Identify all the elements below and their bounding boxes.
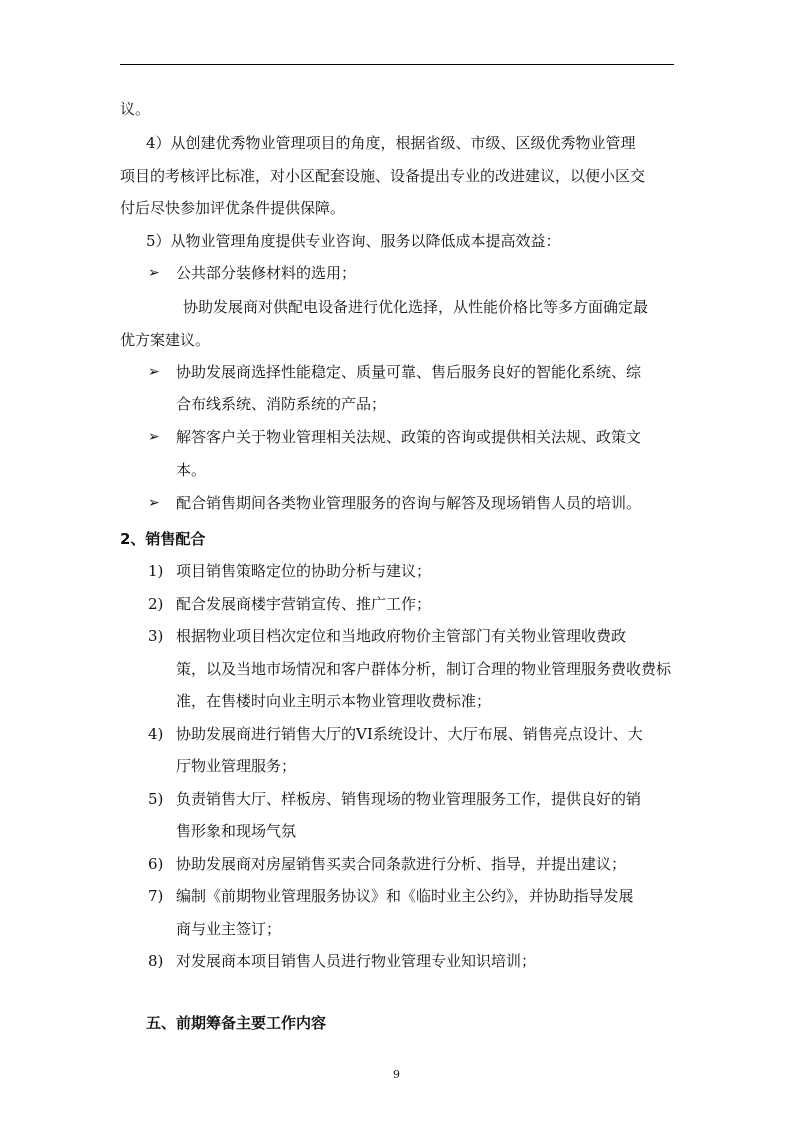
bullet-4: 配合销售期间各类物业管理服务的咨询与解答及现场销售人员的培训。 (176, 494, 642, 512)
item-4-line-1: 4）从创建优秀物业管理项目的角度，根据省级、市级、区级优秀物业管理 (146, 134, 636, 152)
sales-item-number: 8) (148, 952, 164, 970)
sales-heading: 2、销售配合 (120, 530, 206, 548)
bullet-arrow-icon: ➢ (148, 429, 160, 445)
sales-item-5-line-1: 负责销售大厅、样板房、销售现场的物业管理服务工作，提供良好的销 (176, 790, 642, 808)
bullet-arrow-icon: ➢ (148, 364, 160, 380)
sales-item-3-line-3: 准，在售楼时向业主明示本物业管理收费标准； (176, 692, 492, 710)
bullet-1: 公共部分装修材料的选用； (176, 264, 357, 282)
item-4-line-2: 项目的考核评比标准，对小区配套设施、设备提出专业的改进建议，以便小区交 (120, 167, 646, 185)
section-5-heading: 五、前期筹备主要工作内容 (146, 1014, 327, 1032)
sales-item-8-line-1: 对发展商本项目销售人员进行物业管理专业知识培训； (176, 952, 537, 970)
sales-item-6-line-1: 协助发展商对房屋销售买卖合同条款进行分析、指导，并提出建议； (176, 855, 627, 873)
sales-item-number: 5) (148, 790, 164, 808)
sales-item-number: 6) (148, 855, 164, 873)
sales-item-4-line-1: 协助发展商进行销售大厅的VI系统设计、大厅布展、销售亮点设计、大 (176, 725, 643, 743)
sales-item-3-line-1: 根据物业项目档次定位和当地政府物价主管部门有关物业管理收费政 (176, 627, 627, 645)
sales-item-4-line-2: 厅物业管理服务； (176, 757, 297, 775)
bullet-arrow-icon: ➢ (148, 495, 160, 511)
bullet-2-line-1: 协助发展商选择性能稳定、质量可靠、售后服务良好的智能化系统、综 (176, 363, 642, 381)
bullet-arrow-icon: ➢ (148, 265, 160, 281)
sales-item-2-line-1: 配合发展商楼宇营销宣传、推广工作； (176, 595, 432, 613)
bullet-3-line-1: 解答客户关于物业管理相关法规、政策的咨询或提供相关法规、政策文 (176, 428, 642, 446)
sales-item-number: 3) (148, 627, 164, 645)
paragraph-tail: 议。 (120, 100, 151, 118)
sales-item-number: 4) (148, 725, 164, 743)
sales-item-number: 2) (148, 595, 164, 613)
bullet-1-paragraph-line-1: 协助发展商对供配电设备进行优化选择，从性能价格比等多方面确定最 (183, 298, 649, 316)
sales-item-number: 1) (148, 562, 164, 580)
sales-item-1-line-1: 项目销售策略定位的协助分析与建议； (176, 562, 432, 580)
sales-item-3-line-2: 策，以及当地市场情况和客户群体分析，制订合理的物业管理服务费收费标 (176, 660, 672, 678)
sales-item-7-line-1: 编制《前期物业管理服务协议》和《临时业主公约》，并协助指导发展 (176, 887, 634, 905)
bullet-2-line-2: 合布线系统、消防系统的产品； (176, 395, 387, 413)
sales-item-7-line-2: 商与业主签订； (176, 920, 282, 938)
item-5: 5）从物业管理角度提供专业咨询、服务以降低成本提高效益： (146, 232, 561, 250)
sales-item-5-line-2: 售形象和现场气氛 (176, 822, 297, 840)
sales-item-number: 7) (148, 887, 164, 905)
item-4-line-3: 付后尽快参加评优条件提供保障。 (120, 199, 346, 217)
page-number: 9 (393, 1068, 400, 1081)
bullet-3-line-2: 本。 (176, 461, 207, 479)
bullet-1-paragraph-line-2: 优方案建议。 (120, 331, 211, 349)
header-rule (120, 64, 674, 65)
